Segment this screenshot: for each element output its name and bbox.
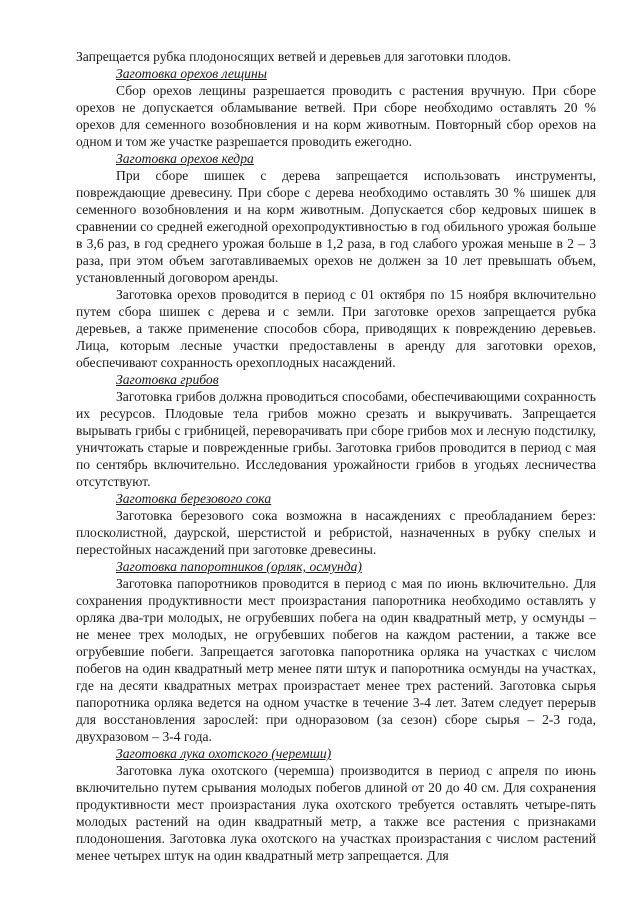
section-heading-birch-sap: Заготовка березового сока bbox=[116, 491, 272, 506]
section-paragraph: При сборе шишек с дерева запрещается использовать инструменты, повреждающие древесину. При сборе с дерева необходимо оставлять 30 % шишек для семенного возобновления и на корм животным. Допускается сбор кедровых шишек в сравнении со средней ежегодной орехопродуктивностью в год обильного урожая больше в 3,6 раз, в год среднего урожая больше в 1,2 раза, в год слабого урожая меньше в 2 – 3 раза, при этом объем заготавливаемых орехов не должен за 10 лет превышать объем, установленный договором аренды. bbox=[76, 168, 596, 285]
section-paragraph: Заготовка папоротников проводится в период с мая по июнь включительно. Для сохранения продуктивности мест произрастания папоротника необходимо оставлять у орляка два-три молодых, не огрубевших побега на один квадратный метр, у осмунды – не менее трех молодых, не огрубевших побегов на каждом растении, а также все огрубевшие побеги. Запрещается заготовка папоротника орляка на участках с числом побегов на один квадратный метр менее пяти штук и папоротника осмунды на участках, где на десяти квадратных метрах произрастает менее трех растений. Заготовка сырья папоротника орляка ведется на одном участке в течение 3-4 лет. Затем следует перерыв для восстановления зарослей: при одноразовом (за сезон) сборе сырья – 2-3 года, двухразовом – 3-4 года. bbox=[76, 576, 596, 744]
section-paragraph: Заготовка лука охотского (черемша) производится в период с апреля по июнь включительно путем срывания молодых побегов длиной от 20 до 40 см. Для сохранения продуктивности мест произрастания лука охотского требуется оставлять четыре-пять молодых растений на один квадратный метр, а также все растения с признаками плодоношения. Заготовка лука охотского на участках произрастания с числом растений менее четырех штук на один квадратный метр запрещается. Для bbox=[76, 763, 596, 863]
intro-paragraph: Запрещается рубка плодоносящих ветвей и деревьев для заготовки плодов. bbox=[76, 49, 512, 64]
section-paragraph: Заготовка орехов проводится в период с 01 октября по 15 ноября включительно путем сбора шишек с дерева и с земли. При заготовке орехов запрещается рубка деревьев, а также применение способов сбора, приводящих к повреждению деревьев. Лица, которым лесные участки предоставлены в аренду для заготовки орехов, обеспечивают сохранность орехоплодных насаждений. bbox=[76, 287, 596, 370]
section-heading-cedar-nuts: Заготовка орехов кедра bbox=[116, 151, 254, 166]
section-heading-hazelnuts: Заготовка орехов лещины bbox=[116, 66, 267, 81]
section-heading-ferns: Заготовка папоротников (орляк, осмунда) bbox=[116, 559, 362, 574]
section-paragraph: Заготовка березового сока возможна в насаждениях с преобладанием берез: плосколистной, даурской, шерстистой и ребристой, назначенных в рубку спелых и перестойных насаждений при заготовке древесины. bbox=[76, 508, 596, 557]
section-heading-wild-garlic: Заготовка лука охотского (черемши) bbox=[116, 746, 332, 761]
section-paragraph: Заготовка грибов должна проводиться способами, обеспечивающими сохранность их ресурсов. Плодовые тела грибов можно срезать и выкручивать. Запрещается вырывать грибы с грибницей, переворачивать при сборе грибов мох и лесную подстилку, уничтожать старые и поврежденные грибы. Заготовка грибов проводится в период с мая по сентябрь включительно. Исследования урожайности грибов в угодьях лесничества отсутствуют. bbox=[76, 389, 596, 489]
document-page bbox=[76, 48, 596, 864]
section-heading-mushrooms: Заготовка грибов bbox=[116, 372, 219, 387]
section-paragraph: Сбор орехов лещины разрешается проводить с растения вручную. При сборе орехов не допускается обламывание ветвей. При сборе необходимо оставлять 20 % орехов для семенного возобновления и на корм животным. Повторный сбор орехов на одном и том же участке разрешается проводить ежегодно. bbox=[76, 83, 596, 149]
